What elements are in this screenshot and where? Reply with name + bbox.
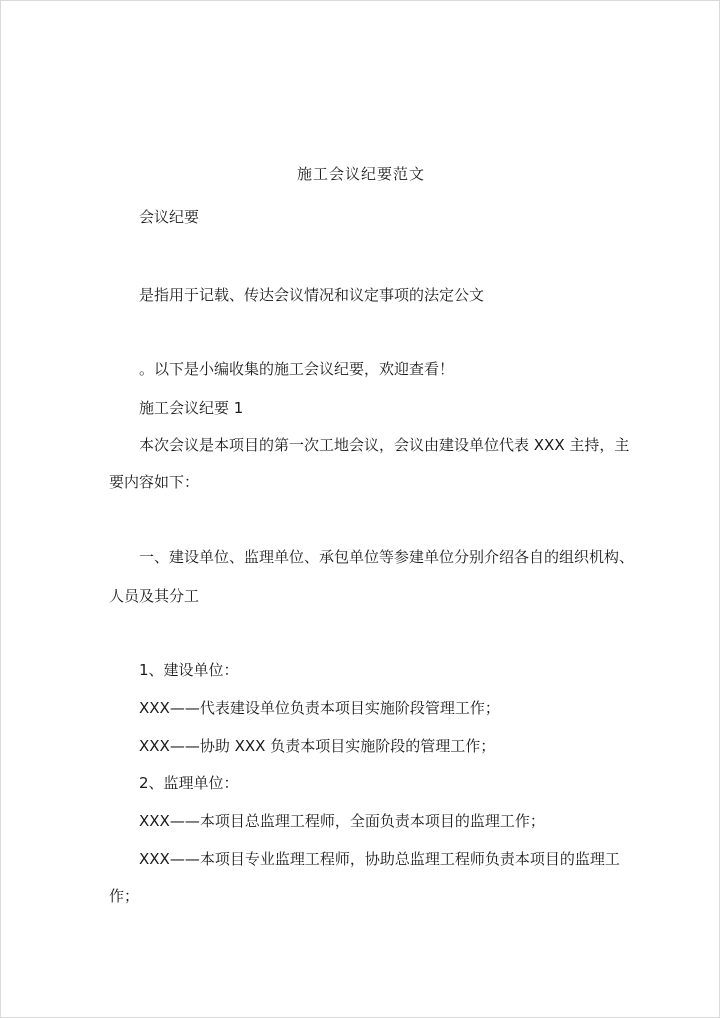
item-heading-1-cont: 人员及其分工	[109, 587, 200, 605]
heading-meeting-minutes: 会议纪要	[139, 208, 200, 226]
list-item-cont: 作；	[109, 887, 140, 905]
paragraph-line: 要内容如下：	[109, 473, 200, 491]
list-item: XXX——代表建设单位负责本项目实施阶段管理工作；	[139, 699, 500, 717]
sub-heading-construction-unit: 1、建设单位：	[139, 661, 239, 679]
list-item: XXX——本项目专业监理工程师，协助总监理工程师负责本项目的监理工	[139, 850, 620, 868]
intro-text: 。以下是小编收集的施工会议纪要，欢迎查看！	[139, 360, 455, 378]
list-item: XXX——协助 XXX 负责本项目实施阶段的管理工作；	[139, 737, 496, 755]
document-title: 施工会议纪要范文	[296, 165, 425, 183]
list-item: XXX——本项目总监理工程师，全面负责本项目的监理工作；	[139, 812, 545, 830]
item-heading-1: 一、建设单位、监理单位、承包单位等参建单位分别介绍各自的组织机构、	[139, 548, 635, 566]
paragraph-line: 本次会议是本项目的第一次工地会议，会议由建设单位代表 XXX 主持，主	[139, 436, 630, 454]
section-heading-1: 施工会议纪要 1	[139, 399, 244, 417]
sub-heading-supervision-unit: 2、监理单位：	[139, 774, 239, 792]
definition-text: 是指用于记载、传达会议情况和议定事项的法定公文	[139, 286, 485, 304]
